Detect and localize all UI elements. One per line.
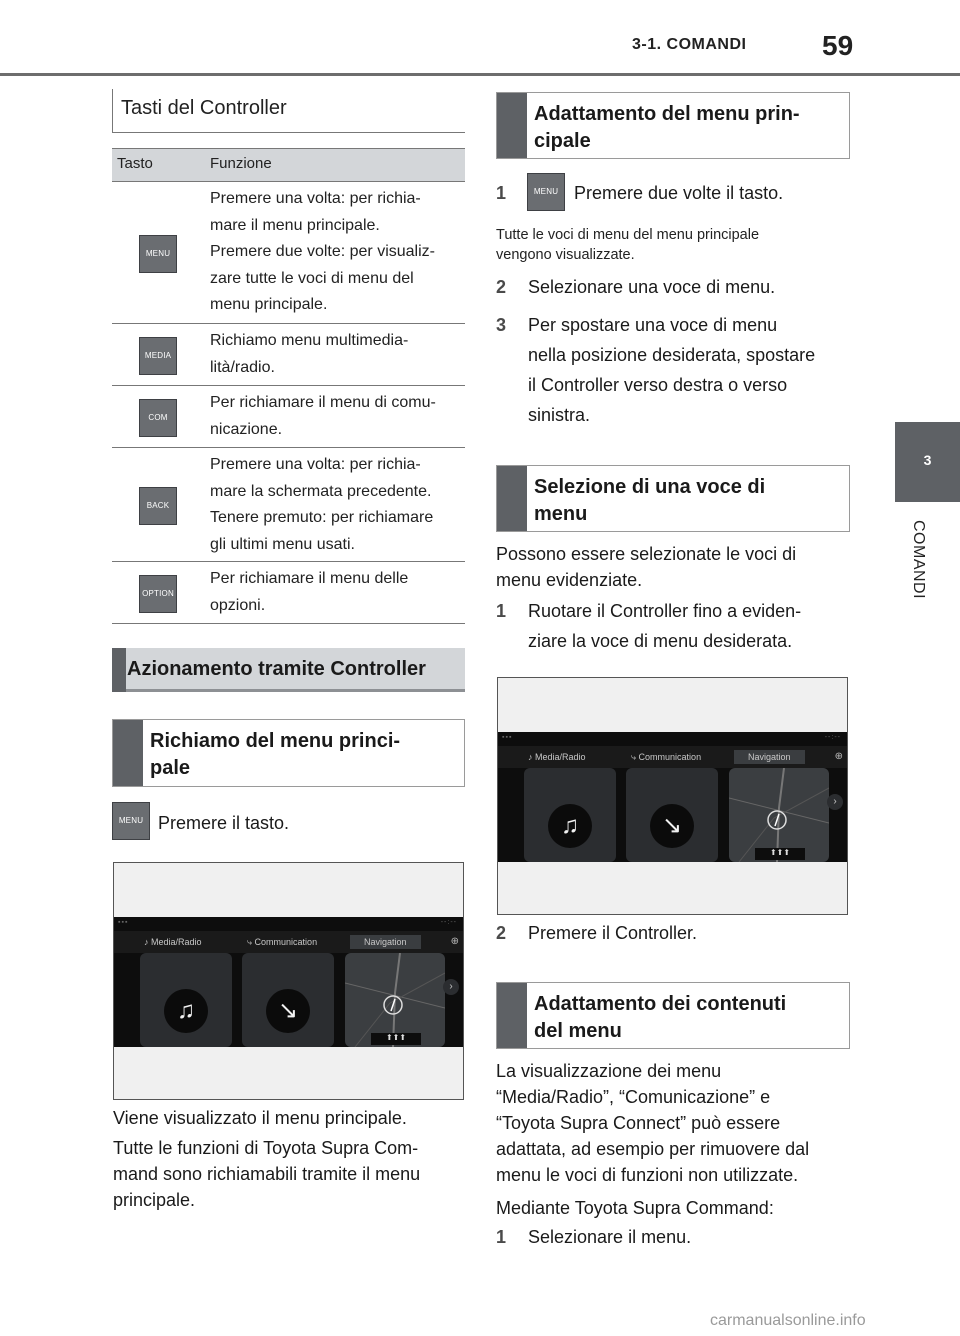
table-title-text: Tasti del Controller xyxy=(121,97,287,119)
globe-icon: ⊕ xyxy=(450,936,459,947)
table-cell-function: Per richiamare il menu di comu- nicazione. xyxy=(210,394,436,438)
table-row xyxy=(112,562,465,624)
adapt-content-box xyxy=(496,982,850,1049)
tile-label-communication: ⤷ Communication xyxy=(247,937,318,947)
box-title: Selezione di una voce di menu xyxy=(534,476,766,525)
adapt-main-menu-box xyxy=(496,92,850,159)
para-main-menu-shown: Viene visualizzato il menu principale. xyxy=(113,1108,407,1128)
col-function-header: Funzione xyxy=(210,155,272,172)
table-cell-function: Richiamo menu multimedia- lità/radio. xyxy=(210,332,409,376)
display-screen xyxy=(498,732,847,862)
media-key-icon: MEDIA xyxy=(139,337,177,375)
media-tile xyxy=(524,768,616,862)
para-selectable-items: Possono essere selezionate le voci di menu evidenziate. xyxy=(496,544,797,590)
status-dots: ▪▪▪ xyxy=(118,919,129,926)
globe-icon: ⊕ xyxy=(834,751,843,762)
table-cell-function: Per richiamare il menu delle opzioni. xyxy=(210,570,409,614)
tile-label-navigation: Navigation xyxy=(350,935,421,949)
music-note-icon: ♫ xyxy=(548,804,592,848)
step-2: 2 Selezionare una voce di menu. xyxy=(496,277,776,297)
option-key-icon: OPTION xyxy=(139,575,177,613)
menu-key-icon: MENU xyxy=(139,235,177,273)
table-row xyxy=(112,448,465,562)
select-step-2: 2 Premere il Controller. xyxy=(496,923,698,943)
box-title: Adattamento del menu prin- cipale xyxy=(534,103,800,152)
tile-label-media: ♪ Media/Radio xyxy=(144,937,202,947)
tile-label-communication: ⤷ Communication xyxy=(631,752,702,762)
step-3: 3 Per spostare una voce di menu nella posizione desiderata, spostare il Controller verso destra o verso sinistra. xyxy=(496,315,816,425)
menu-key-icon: MENU xyxy=(527,173,565,211)
box-bar xyxy=(497,983,527,1048)
table-title xyxy=(112,89,465,133)
command-step-1: 1 Selezionare il menu. xyxy=(496,1227,692,1247)
phone-icon: ↘ xyxy=(266,989,310,1033)
select-menu-item-box xyxy=(496,465,850,532)
navigation-tile xyxy=(345,953,445,1047)
step-1-number: 1 xyxy=(496,183,507,203)
table-cell-function: Premere una volta: per richia- mare la schermata precedente. Tenere premuto: per richiamare gli ultimi menu usati. xyxy=(210,456,434,553)
select-step-1: 1 Ruotare il Controller fino a eviden- ziare la voce di menu desiderata. xyxy=(496,601,802,651)
music-note-icon: ♫ xyxy=(164,989,208,1033)
communication-tile xyxy=(242,953,334,1047)
heading-bar xyxy=(112,648,126,692)
section-title: 3-1. COMANDI xyxy=(632,36,747,53)
communication-tile xyxy=(626,768,718,862)
heading-text: Azionamento tramite Controller xyxy=(127,658,426,680)
table-cell-function: Premere una volta: per richia- mare il menu principale. Premere due volte: per visualiz- zare tutte le voci di menu del menu principale. xyxy=(210,190,435,313)
status-dots: ▪▪▪ xyxy=(502,734,513,741)
table-row xyxy=(112,182,465,324)
table-header xyxy=(112,148,465,182)
status-time: --:-- xyxy=(824,734,841,741)
chapter-label: COMANDI xyxy=(910,520,927,600)
table-row xyxy=(112,324,465,386)
display-screen xyxy=(114,917,463,1047)
press-key-text: Premere il tasto. xyxy=(158,813,290,833)
media-tile xyxy=(140,953,232,1047)
tile-label-media: ♪ Media/Radio xyxy=(528,752,586,762)
chapter-tab: 3 xyxy=(895,422,960,502)
lane-guidance: ⬆⬆⬆ xyxy=(755,848,805,860)
controller-operation-heading xyxy=(112,648,465,692)
main-menu-screenshot xyxy=(113,862,464,1100)
lane-guidance: ⬆⬆⬆ xyxy=(371,1033,421,1045)
phone-icon: ↘ xyxy=(650,804,694,848)
chevron-right-icon: › xyxy=(443,979,459,995)
para-content-adaptation: La visualizzazione dei menu “Media/Radio”, “Comunicazione” e “Toyota Supra Connect” può essere adattata, ad esempio per rimuovere dal menu le voci di funzioni non utilizzate. xyxy=(496,1061,810,1185)
box-bar xyxy=(113,720,143,786)
watermark: carmanualsonline.info xyxy=(710,1312,866,1329)
para-via-command: Mediante Toyota Supra Command: xyxy=(496,1198,774,1218)
table-row xyxy=(112,386,465,448)
chevron-right-icon: › xyxy=(827,794,843,810)
com-key-icon: COM xyxy=(139,399,177,437)
note-all-items: Tutte le voci di menu del menu principale vengono visualizzate. xyxy=(496,227,760,263)
menu-key-icon: MENU xyxy=(112,802,150,840)
navigation-tile xyxy=(729,768,829,862)
box-bar xyxy=(497,466,527,531)
call-main-menu-box xyxy=(112,719,465,787)
box-bar xyxy=(497,93,527,158)
para-all-functions: Tutte le funzioni di Toyota Supra Com- mand sono richiamabili tramite il menu principale. xyxy=(113,1138,421,1210)
step-1-text: Premere due volte il tasto. xyxy=(574,183,784,203)
status-time: --:-- xyxy=(440,919,457,926)
box-title: Richiamo del menu princi- pale xyxy=(150,730,401,779)
back-key-icon: BACK xyxy=(139,487,177,525)
box-title: Adattamento dei contenuti del menu xyxy=(534,993,787,1042)
header-rule xyxy=(0,73,960,76)
col-key-header: Tasto xyxy=(117,155,153,172)
select-item-screenshot xyxy=(497,677,848,915)
tile-label-navigation: Navigation xyxy=(734,750,805,764)
page-number: 59 xyxy=(822,30,854,61)
